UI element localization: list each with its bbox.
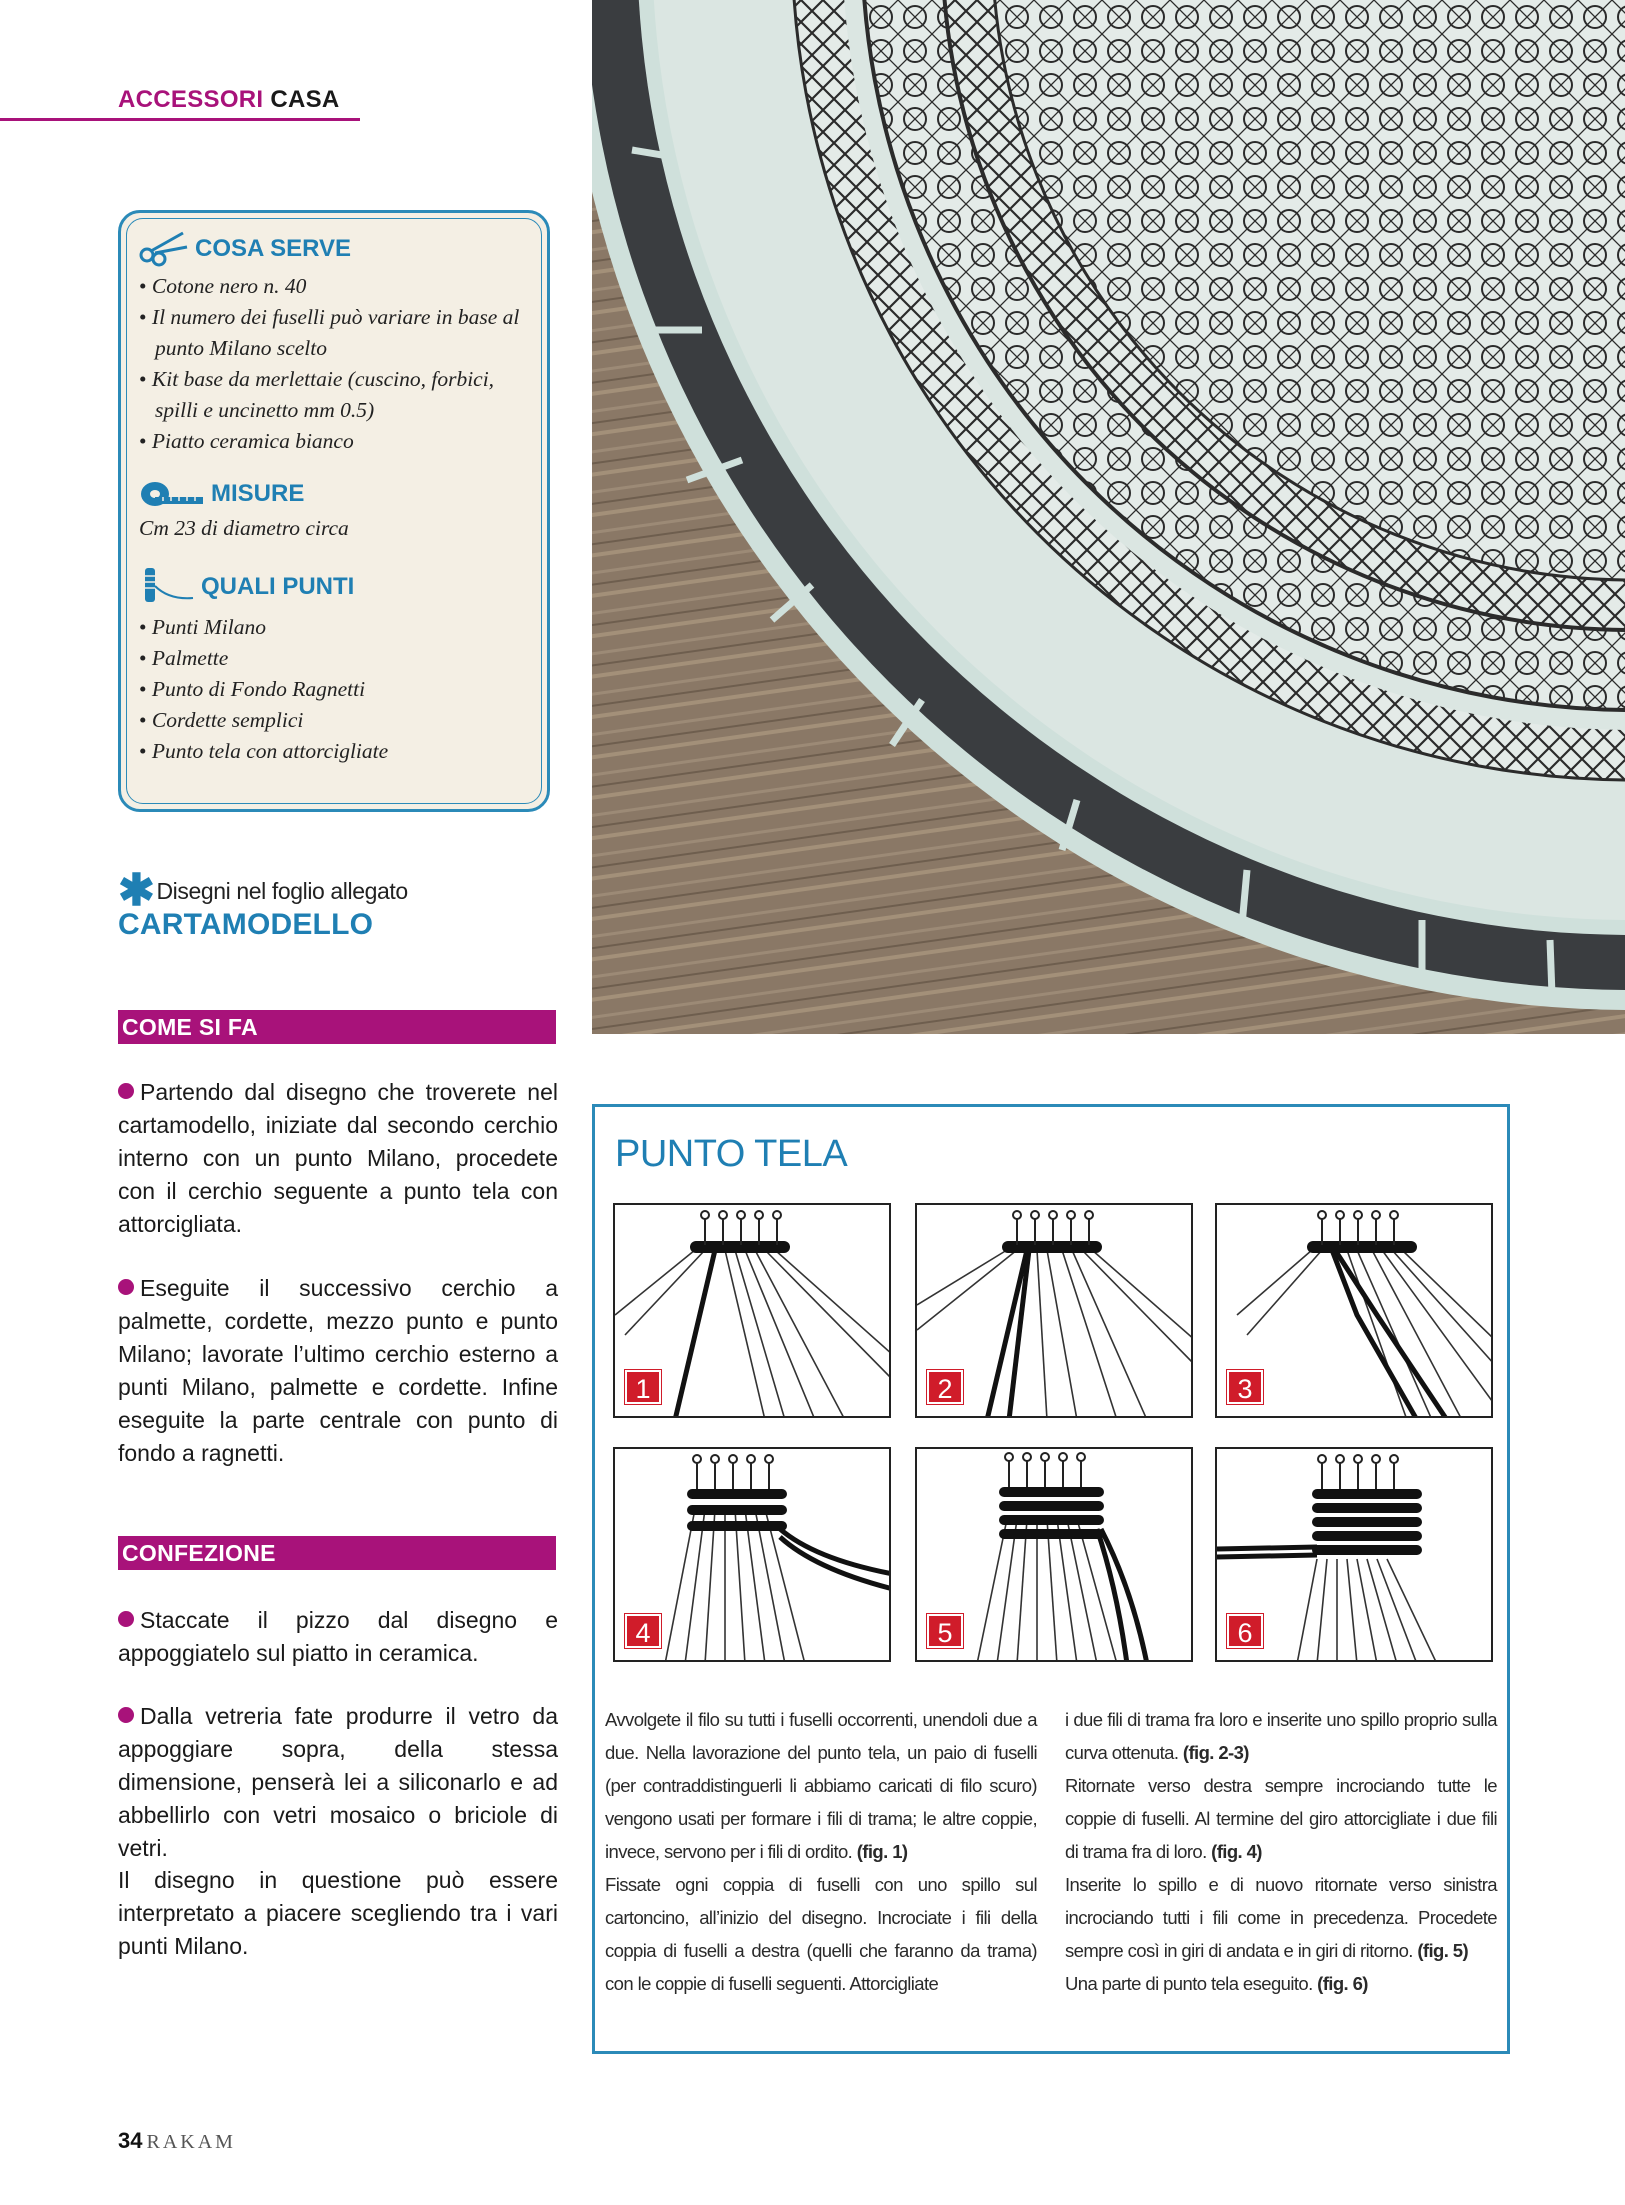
cosa-serve-title: COSA SERVE [195, 235, 352, 262]
figure-number: 5 [927, 1614, 963, 1648]
figure-6 [1215, 1447, 1493, 1662]
figure-4 [613, 1447, 891, 1662]
paragraph-text: Eseguite il successivo cerchio a palmette, cordette, mezzo punto e punto Milano; lavorate l’ultimo cerchio esterno a punti Milano, palmette e cordette. Infine eseguite la parte centrale con punto di fondo a ragnetti. [118, 1275, 558, 1466]
figure-number: 1 [625, 1370, 661, 1404]
come-si-fa-bar: COME SI FA [118, 1010, 556, 1044]
bullet-dot-icon [118, 1279, 134, 1295]
instruction-text: Inserite lo spillo e di nuovo ritornate verso sinistra incrociando tutti i fili come in precedenza. Procedete sempre così in giri di andata e in giri di ritorno. [1065, 1874, 1497, 1961]
figure-ref: (fig. 6) [1317, 1973, 1368, 1994]
list-item: • Piatto ceramica bianco [139, 426, 529, 457]
confezione-paragraph-3: Il disegno in questione può essere interpretato a piacere scegliendo tra i vari punti Milano. [118, 1867, 558, 1959]
quali-punti-list [139, 612, 529, 767]
figure-ref: (fig. 2-3) [1182, 1742, 1249, 1763]
confezione-bar: CONFEZIONE [118, 1536, 556, 1570]
misure-heading [139, 479, 529, 509]
header-rule [0, 118, 360, 121]
misure-title: MISURE [211, 480, 305, 507]
list-item: • Punto di Fondo Ragnetti [139, 674, 529, 705]
section-header [0, 88, 360, 121]
come-si-fa-paragraph-1 [118, 1076, 558, 1241]
figure-number: 6 [1227, 1614, 1263, 1648]
instruction-text: Fissate ogni coppia di fuselli con uno spillo sul cartoncino, all’inizio del disegno. Incrociate i fili della coppia di fuselli a destra (quelli che faranno da trama) con le coppie di fuselli seguenti. Attorcigliate [605, 1874, 1037, 1994]
punto-tela-title: PUNTO TELA [615, 1133, 848, 1175]
list-item: • Il numero dei fuselli può variare in base al punto Milano scelto [139, 302, 529, 364]
paragraph-text: Staccate il pizzo dal disegno e appoggiatelo sul piatto in ceramica. [118, 1607, 558, 1666]
quali-punti-title: QUALI PUNTI [201, 573, 355, 600]
figure-number: 3 [1227, 1370, 1263, 1404]
asterisk-icon: ✱ [118, 866, 155, 915]
figure-ref: (fig. 1) [856, 1841, 908, 1862]
figure-3 [1215, 1203, 1493, 1418]
figure-number: 4 [625, 1614, 661, 1648]
paragraph-text: Dalla vetreria fate produrre il vetro da appoggiare sopra, della stessa dimensione, penserà lei a siliconarlo e ad abbellirlo con vetri mosaico o briciole di vetri. [118, 1703, 558, 1861]
punto-tela-text-col2 [1065, 1703, 1497, 2000]
list-item: • Cotone nero n. 40 [139, 271, 529, 302]
lace-plate-illustration [592, 0, 1625, 1034]
cosa-serve-list [139, 271, 529, 457]
scissors-icon [139, 231, 189, 267]
page-footer [118, 2128, 236, 2154]
paragraph-text: Partendo dal disegno che troverete nel cartamodello, iniziate dal secondo cerchio interno con un punto Milano, procedete con il cerchio seguente a punto tela con attorcigliata. [118, 1079, 558, 1237]
bullet-dot-icon [118, 1611, 134, 1627]
list-item: • Palmette [139, 643, 529, 674]
confezione-paragraph-2 [118, 1700, 558, 1865]
cartamodello-block [118, 866, 408, 942]
instruction-text: Ritornate verso destra sempre incrociando tutte le coppie di fuselli. Al termine del giro attorcigliate i due fili di trama fra di loro. [1065, 1775, 1497, 1862]
instruction-text: Avvolgete il filo su tutti i fuselli occorrenti, unendoli due a due. Nella lavorazione del punto tela, un paio di fuselli (per contraddistinguerli li abbiamo caricati di filo scuro) vengono usati per formare i fili di trama; le altre coppie, invece, servono per i fili di ordito. [605, 1709, 1037, 1862]
section-title-part2: CASA [270, 86, 340, 113]
section-title-part1: ACCESSORI [118, 86, 264, 113]
tape-measure-icon [139, 479, 205, 509]
list-item: • Cordette semplici [139, 705, 529, 736]
bullet-dot-icon [118, 1083, 134, 1099]
instruction-text: Una parte di punto tela eseguito. [1065, 1973, 1318, 1994]
quali-punti-heading [139, 566, 529, 608]
list-item: • Punto tela con attorcigliate [139, 736, 529, 767]
instruction-text: i due fili di trama fra loro e inserite uno spillo proprio sulla curva ottenuta. [1065, 1709, 1497, 1763]
punto-tela-text-col1 [605, 1703, 1037, 2000]
misure-text: Cm 23 di diametro circa [139, 516, 349, 540]
come-si-fa-paragraph-2 [118, 1272, 558, 1470]
figure-number: 2 [927, 1370, 963, 1404]
list-item: • Kit base da merlettaie (cuscino, forbici, spilli e uncinetto mm 0.5) [139, 364, 529, 426]
figure-1 [613, 1203, 891, 1418]
punto-tela-box [592, 1104, 1510, 2054]
figure-ref: (fig. 4) [1211, 1841, 1262, 1862]
cartamodello-title: CARTAMODELLO [118, 908, 374, 941]
materials-box [118, 210, 550, 812]
confezione-paragraph-1 [118, 1604, 558, 1670]
cosa-serve-heading [139, 231, 529, 267]
list-item: • Punti Milano [139, 612, 529, 643]
figure-ref: (fig. 5) [1417, 1940, 1469, 1961]
figure-2 [915, 1203, 1193, 1418]
plate-photo [592, 0, 1625, 1034]
bullet-dot-icon [118, 1707, 134, 1723]
figure-5 [915, 1447, 1193, 1662]
magazine-name: RAKAM [146, 2131, 236, 2153]
bobbin-icon [139, 566, 195, 608]
page-number: 34 [118, 2128, 143, 2153]
cartamodello-note: Disegni nel foglio allegato [156, 877, 408, 904]
section-title [118, 86, 340, 114]
